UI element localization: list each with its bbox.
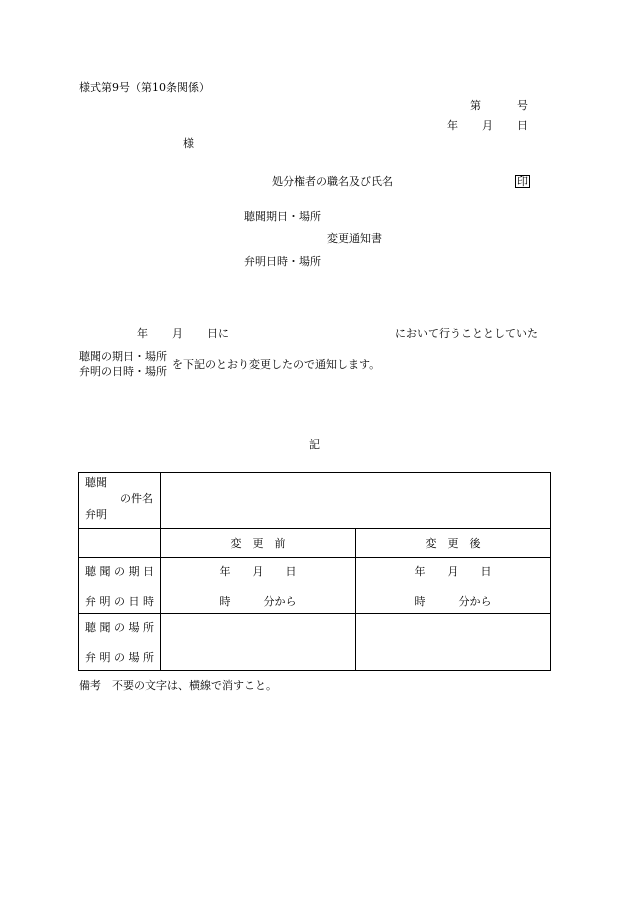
date-row — [79, 558, 551, 614]
body-option-hearing: 聴聞の期日・場所 — [79, 350, 167, 363]
place-label-hearing: 聴 聞 の 場 所 — [85, 621, 154, 634]
case-name-row — [79, 473, 551, 529]
body-year: 年 — [137, 327, 148, 340]
body-month: 月 — [172, 327, 183, 340]
remark: 備考 不要の文字は、横線で消すこと。 — [79, 679, 277, 692]
title-option-hearing: 聴聞期日・場所 — [244, 210, 321, 223]
case-name-top: 聴聞 — [85, 475, 107, 489]
body-option-explanation: 弁明の日時・場所 — [79, 365, 167, 378]
place-row — [79, 614, 551, 671]
date-after-cell[interactable] — [356, 558, 551, 614]
header-blank — [79, 529, 161, 558]
place-before-cell[interactable] — [161, 614, 356, 671]
date-row-label — [79, 558, 161, 614]
authority-label: 処分権者の職名及び氏名 — [272, 175, 393, 188]
number-dai: 第 — [470, 99, 481, 112]
form-label: 様式第9号（第10条関係） — [79, 81, 210, 94]
date-year: 年 — [447, 119, 458, 132]
addressee-suffix: 様 — [183, 137, 194, 150]
date-label-hearing: 聴 聞 の 期 日 — [85, 564, 154, 578]
document-title: 変更通知書 — [327, 232, 382, 245]
title-option-explanation: 弁明日時・場所 — [244, 255, 321, 268]
body-day: 日に — [207, 327, 229, 340]
date-before-time: 時 分から — [219, 594, 297, 608]
date-label-explanation: 弁 明 の 日 時 — [85, 594, 154, 608]
date-before-cell[interactable] — [161, 558, 356, 614]
number-go: 号 — [517, 99, 528, 112]
header-after: 変 更 後 — [356, 529, 551, 558]
header-before: 変 更 前 — [161, 529, 356, 558]
date-day: 日 — [517, 119, 528, 132]
date-after-time: 時 分から — [414, 594, 492, 608]
change-table — [78, 472, 551, 671]
body-line1-tail: において行うこととしていた — [395, 327, 538, 340]
date-after-ymd: 年 月 日 — [414, 564, 492, 578]
date-month: 月 — [482, 119, 493, 132]
place-row-label — [79, 614, 161, 671]
case-name-value[interactable] — [161, 473, 551, 529]
place-label-explanation: 弁 明 の 場 所 — [85, 651, 154, 664]
case-name-bottom: 弁明 — [85, 507, 107, 521]
body-line2-tail: を下記のとおり変更したので通知します。 — [172, 358, 381, 371]
date-before-ymd: 年 月 日 — [219, 564, 297, 578]
seal-mark: 印 — [517, 175, 528, 188]
case-name-label — [79, 473, 161, 529]
header-row — [79, 529, 551, 558]
ki-heading: 記 — [309, 438, 320, 451]
case-name-middle: の件名 — [120, 491, 153, 505]
place-after-cell[interactable] — [356, 614, 551, 671]
